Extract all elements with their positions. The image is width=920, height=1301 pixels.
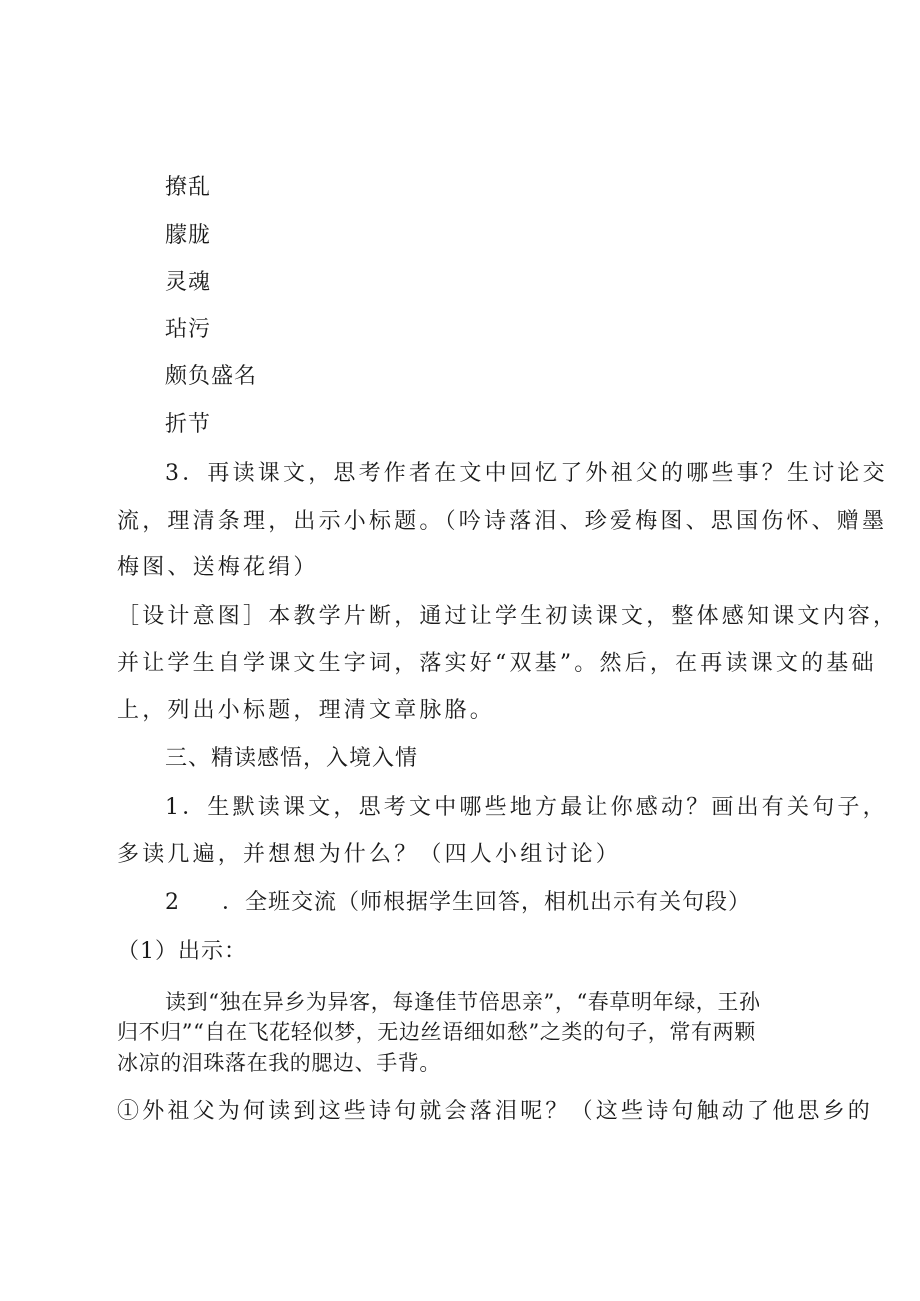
- design-intent-line: 上，列出小标题，理清文章脉胳。: [117, 698, 496, 723]
- step3-line: 3．再读课文，思考作者在文中回忆了外祖父的哪些事？生讨论交: [165, 461, 888, 486]
- quote-line: 冰凉的泪珠落在我的腮边、手背。: [117, 1051, 441, 1075]
- question-line: ①外祖父为何读到这些诗句就会落泪呢？（这些诗句触动了他思乡的: [117, 1099, 874, 1124]
- step2-number: 2: [165, 890, 180, 915]
- step1-line: 多读几遍，并想想为什么？（四人小组讨论）: [117, 842, 622, 867]
- show-label: （1）出示：: [117, 939, 247, 964]
- step3-line: 梅图、送梅花绢）: [117, 555, 319, 580]
- step1-line: 1．生默读课文，思考文中哪些地方最让你感动？画出有关句子，: [165, 795, 888, 820]
- vocab-item: 撩乱: [165, 175, 212, 200]
- design-intent-line: ［设计意图］本教学片断，通过让学生初读课文，整体感知课文内容，: [117, 604, 899, 629]
- quote-line: 归不归”“自在飞花轻似梦，无边丝语细如愁”之类的句子，常有两颗: [117, 1020, 756, 1044]
- quote-line: 读到“独在异乡为异客，每逢佳节倍思亲”，“春草明年绿，王孙: [165, 990, 761, 1014]
- step2-text: ．全班交流（师根据学生回答，相机出示有关句段）: [222, 890, 752, 915]
- section-heading: 三、精读感悟，入境入情: [165, 746, 419, 771]
- vocab-item: 灵魂: [165, 270, 212, 295]
- step3-line: 流，理清条理，出示小标题。（吟诗落泪、珍爱梅图、思国伤怀、赠墨: [117, 509, 888, 534]
- vocab-item: 折节: [165, 412, 212, 437]
- vocab-item: 朦胧: [165, 223, 212, 248]
- vocab-item: 颇负盛名: [165, 364, 258, 389]
- vocab-item: 玷污: [165, 317, 212, 342]
- design-intent-line: 并让学生自学课文生字词，落实好“双基”。然后，在再读课文的基础: [117, 651, 877, 676]
